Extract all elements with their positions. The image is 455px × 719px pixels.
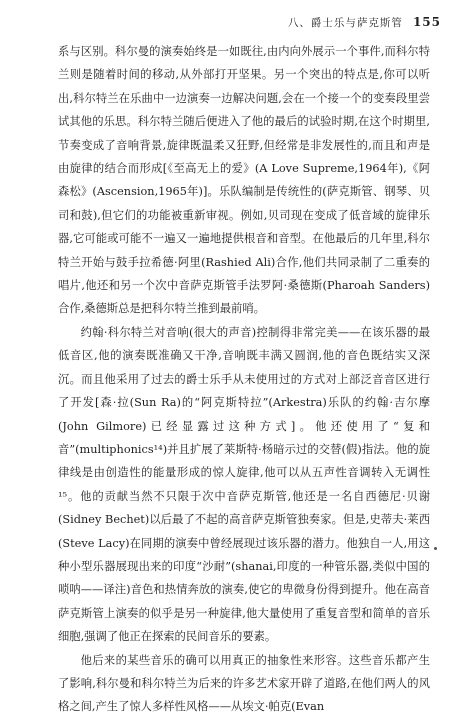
- running-header: [56, 12, 441, 32]
- page-number: 155: [412, 15, 441, 29]
- chapter-title: 八、爵士乐与萨克斯管: [287, 16, 403, 29]
- paragraph-3: 他后来的某些音乐的确可以用真正的抽象性来形容。这些音乐都产生了影响,科尔曼和科尔特兰为后来的许多艺术家开辟了道路,在他们两人的风格之间,产生了惊人多样性风格——从埃文·帕克(Evan: [58, 653, 430, 714]
- margin-dot-mark: [434, 547, 437, 550]
- paragraph-1: 系与区别。科尔曼的演奏始终是一如既往,由内向外展示一个事件,而科尔特兰则是随着时间的移动,从外部打开坚果。另一个突出的特点是,你可以听出,科尔特兰在乐曲中一边演奏一边解决问题,会在一个接一个的变奏段里尝试其他的乐思。科尔特兰随后便进入了他的最后的试验时期,在这个时期里,节奏变成了音响背景,旋律既温柔又狂野,但经常是非发展性的,而且和声是由旋律的结合而形成[《至高无上的爱》(A Love Supreme,1964年),《阿森松》(Ascension,1965年)]。乐队编制是传统性的(萨克斯管、钢琴、贝司和鼓),但它们的功能被重新审视。例如,贝司现在变成了低音域的旋律乐器,它可能或可能不一遍又一遍地提供根音和音型。在他最后的几年里,科尔特兰开始与鼓手拉希德·阿里(Rashied Ali)合作,他们共同录制了二重奏的唱片,他还和另一个次中音萨克斯管手法罗阿·桑德斯(Pharoah Sanders)合作,桑德斯总是把科尔特兰推到最前哨。: [58, 45, 430, 316]
- body-text: [58, 40, 430, 719]
- paragraph-2: 约翰·科尔特兰对音响(很大的声音)控制得非常完美——在该乐器的最低音区,他的演奏既准确又干净,音响既丰满又圆润,他的音色既结实又深沉。而且他采用了过去的爵士乐手从未使用过的方式对上部泛音音区进行了开发[森·拉(Sun Ra)的“阿克斯特拉”(Arkestra)乐队的约翰·吉尔摩(John Gilmore)已经显露过这种方式]。他还使用了“复和音”(multiphonics¹⁴)并且扩展了莱斯特·杨暗示过的交替(假)指法。他的旋律线是由创造性的能量形成的惊人旋律,他可以从五声性音调转入无调性¹⁵。他的贡献当然不只限于次中音萨克斯管,他还是一名自西德尼·贝谢(Sidney Bechet)以后最了不起的高音萨克斯管独奏家。但是,史蒂夫·莱西(Steve Lacy)在同期的演奏中曾经展现过该乐器的潜力。他独自一人,用这种小型乐器展现出来的印度“沙耐”(shanai,印度的一种管乐器,类似中国的唢呐——译注)音色和热情奔放的演奏,使它的卑微身份得到提升。他在高音萨克斯管上演奏的似乎是另一种旋律,他大量使用了重复音型和简单的音乐细胞,强调了他正在探索的民间音乐的要素。: [58, 325, 430, 644]
